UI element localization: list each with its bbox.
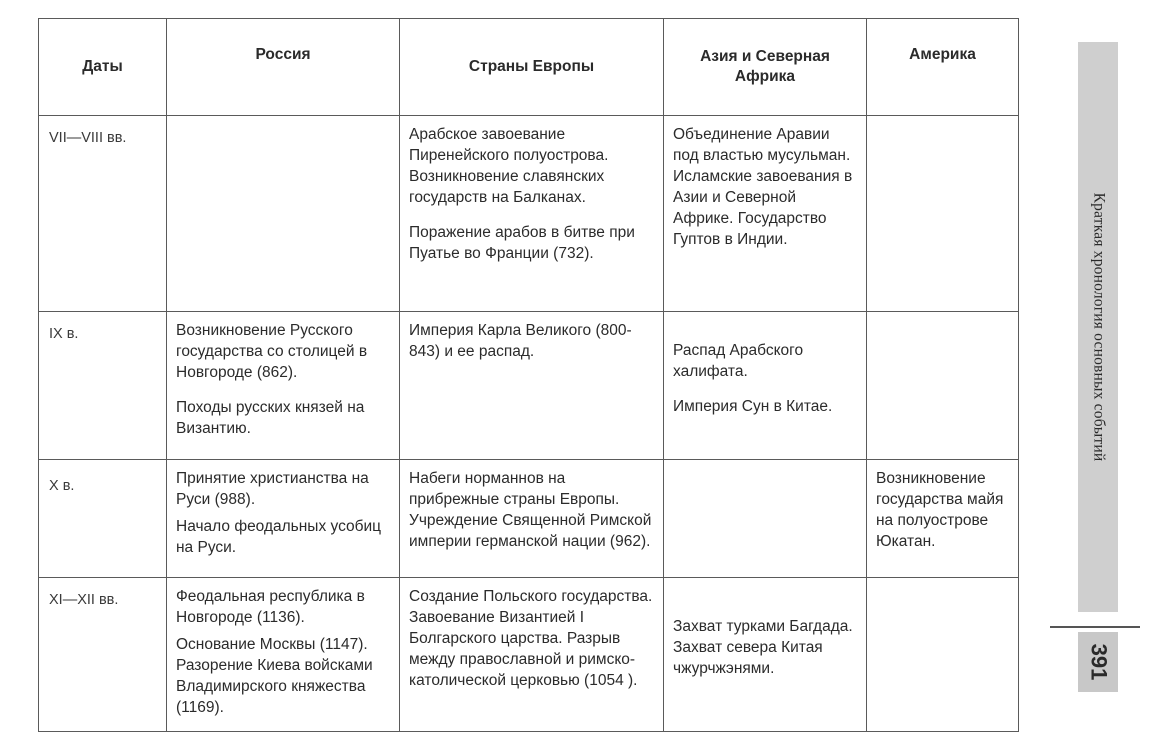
russia-cell (167, 578, 400, 732)
table-row (39, 460, 1019, 578)
event-text: Создание Польского государства. Завоевание Византией I Болгарского царства. Разрыв между православной и римско-католической церковью (1054 ). (409, 588, 653, 689)
event-text: Начало феодальных усобиц на Руси. (176, 518, 382, 556)
event-text: Объединение Аравии под властью мусульман. Исламские завоевания в Азии и Северной Африке. Государство Гуптов в Индии. (673, 126, 853, 248)
russia-cell (167, 116, 400, 312)
europe-cell (400, 578, 664, 732)
russia-cell (167, 460, 400, 578)
event-text: Распад Арабского халифата. (673, 342, 804, 380)
event-text: Возникновение Русского государства со столицей в Новгороде (862). (176, 322, 368, 381)
america-cell (867, 312, 1019, 460)
event-text: Империя Карла Великого (800-843) и ее распад. (409, 322, 632, 360)
page-number-box (1078, 632, 1118, 692)
event-text: Основание Москвы (1147). Разорение Киева войсками Владимирского княжества (1169). (176, 636, 373, 716)
table-row (39, 578, 1019, 732)
date-cell: IX в. (39, 312, 167, 460)
asia-cell (664, 116, 867, 312)
date-cell: XI—XII вв. (39, 578, 167, 732)
event-text: Феодальная республика в Новгороде (1136). (176, 588, 365, 626)
event-text: Возникновение государства майя на полуострове Юкатан. (876, 470, 1004, 550)
running-title-text: Краткая хронология основных событий (1090, 192, 1108, 462)
event-text: Походы русских князей на Византию. (176, 399, 365, 437)
event-text: Набеги норманнов на прибрежные страны Европы. Учреждение Священной Римской империи германской нации (962). (409, 470, 652, 550)
europe-cell (400, 460, 664, 578)
america-cell (867, 116, 1019, 312)
event-text: Принятие христианства на Руси (988). (176, 470, 369, 508)
event-text: Арабское завоевание Пиренейского полуострова. Возникновение славянских государств на Балканах. (409, 126, 609, 206)
header-america: Америка (867, 19, 1019, 116)
table-row (39, 312, 1019, 460)
asia-cell (664, 578, 867, 732)
margin-divider (1050, 626, 1140, 628)
asia-cell (664, 460, 867, 578)
running-title (1078, 42, 1118, 612)
event-text: Поражение арабов в битве при Пуатье во Франции (732). (409, 224, 635, 262)
event-text: Захват турками Багдада. Захват севера Китая чжурчжэнями. (673, 618, 853, 677)
page-number: 391 (1086, 643, 1111, 681)
america-cell (867, 578, 1019, 732)
russia-cell (167, 312, 400, 460)
europe-cell (400, 116, 664, 312)
date-cell: VII—VIII вв. (39, 116, 167, 312)
header-asia: Азия и Северная Африка (664, 19, 867, 116)
chronology-table (38, 18, 1019, 732)
header-dates: Даты (39, 19, 167, 116)
asia-cell (664, 312, 867, 460)
table-row (39, 116, 1019, 312)
table-header-row (39, 19, 1019, 116)
date-cell: X в. (39, 460, 167, 578)
event-text: Империя Сун в Китае. (673, 398, 833, 415)
header-europe: Страны Европы (400, 19, 664, 116)
header-russia: Россия (167, 19, 400, 116)
europe-cell (400, 312, 664, 460)
america-cell (867, 460, 1019, 578)
